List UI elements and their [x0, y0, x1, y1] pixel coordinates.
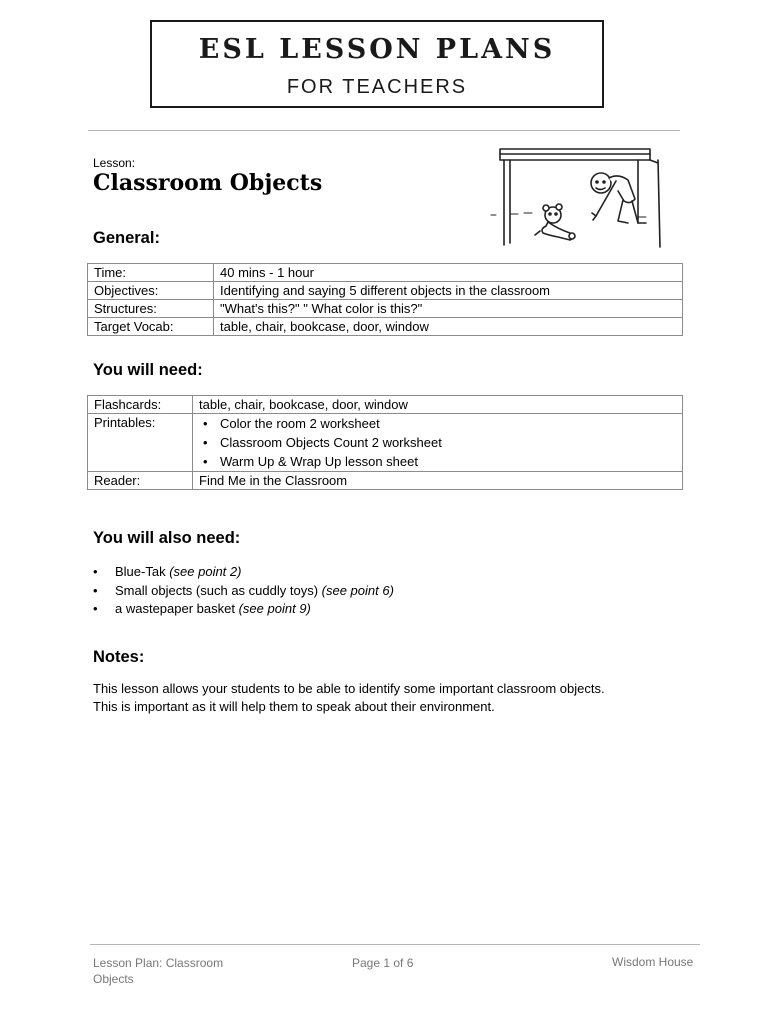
item-text: Blue-Tak	[115, 564, 166, 579]
footer-left-line-1: Lesson Plan: Classroom	[93, 956, 224, 970]
header-title: ESL LESSON PLANS	[198, 34, 556, 65]
notes-line-1: This lesson allows your students to be able to identify some important classroom objects.	[93, 681, 605, 696]
header-subtitle: FOR TEACHERS	[286, 76, 468, 98]
list-item	[93, 600, 394, 619]
structures-label: Structures:	[88, 300, 214, 318]
page-number: Page 1 of 6	[352, 956, 414, 970]
notes-body	[93, 680, 683, 716]
also-need-heading: You will also need:	[93, 529, 241, 547]
list-item: • Color the room 2 worksheet	[199, 414, 676, 433]
notes-heading: Notes:	[93, 648, 145, 666]
general-table	[87, 263, 683, 336]
children-under-table-illustration	[488, 143, 673, 253]
item-text: a wastepaper basket	[115, 601, 235, 616]
target-vocab-label: Target Vocab:	[88, 318, 214, 336]
table-row	[88, 472, 683, 490]
table-row	[88, 282, 683, 300]
reader-value: Find Me in the Classroom	[193, 472, 683, 490]
time-value: 40 mins - 1 hour	[214, 264, 683, 282]
also-need-list	[93, 563, 394, 619]
footer-left	[93, 955, 223, 987]
objectives-label: Objectives:	[88, 282, 214, 300]
objectives-value: Identifying and saying 5 different objects in the classroom	[214, 282, 683, 300]
list-item	[93, 582, 394, 601]
item-text: Small objects (such as cuddly toys)	[115, 582, 319, 598]
item-note: (see point 2)	[169, 564, 242, 579]
table-row	[88, 396, 683, 414]
structures-value: "What's this?" " What color is this?"	[214, 300, 683, 318]
list-item	[93, 563, 394, 582]
notes-line-2: This is important as it will help them to speak about their environment.	[93, 699, 495, 714]
table-row	[88, 318, 683, 336]
printables-label: Printables:	[88, 414, 193, 472]
printables-cell	[193, 414, 683, 472]
table-row	[88, 414, 683, 472]
need-table	[87, 395, 683, 490]
footer-right: Wisdom House	[612, 955, 694, 969]
lesson-label: Lesson:	[93, 156, 136, 170]
reader-label: Reader:	[88, 472, 193, 490]
printables-list	[199, 414, 676, 471]
top-divider	[88, 130, 680, 131]
header-box	[150, 20, 604, 108]
flashcards-value: table, chair, bookcase, door, window	[193, 396, 683, 414]
flashcards-label: Flashcards:	[88, 396, 193, 414]
list-item: • Warm Up & Wrap Up lesson sheet	[199, 452, 676, 471]
lesson-title: Classroom Objects	[93, 170, 323, 196]
target-vocab-value: table, chair, bookcase, door, window	[214, 318, 683, 336]
table-row	[88, 264, 683, 282]
need-heading: You will need:	[93, 361, 203, 379]
table-row	[88, 300, 683, 318]
item-note: (see point 6)	[321, 582, 394, 598]
footer-divider	[90, 944, 700, 945]
item-note: (see point 9)	[238, 601, 311, 616]
general-heading: General:	[93, 229, 160, 247]
footer-left-line-2: Objects	[93, 972, 134, 986]
list-item: • Classroom Objects Count 2 worksheet	[199, 433, 676, 452]
time-label: Time:	[88, 264, 214, 282]
